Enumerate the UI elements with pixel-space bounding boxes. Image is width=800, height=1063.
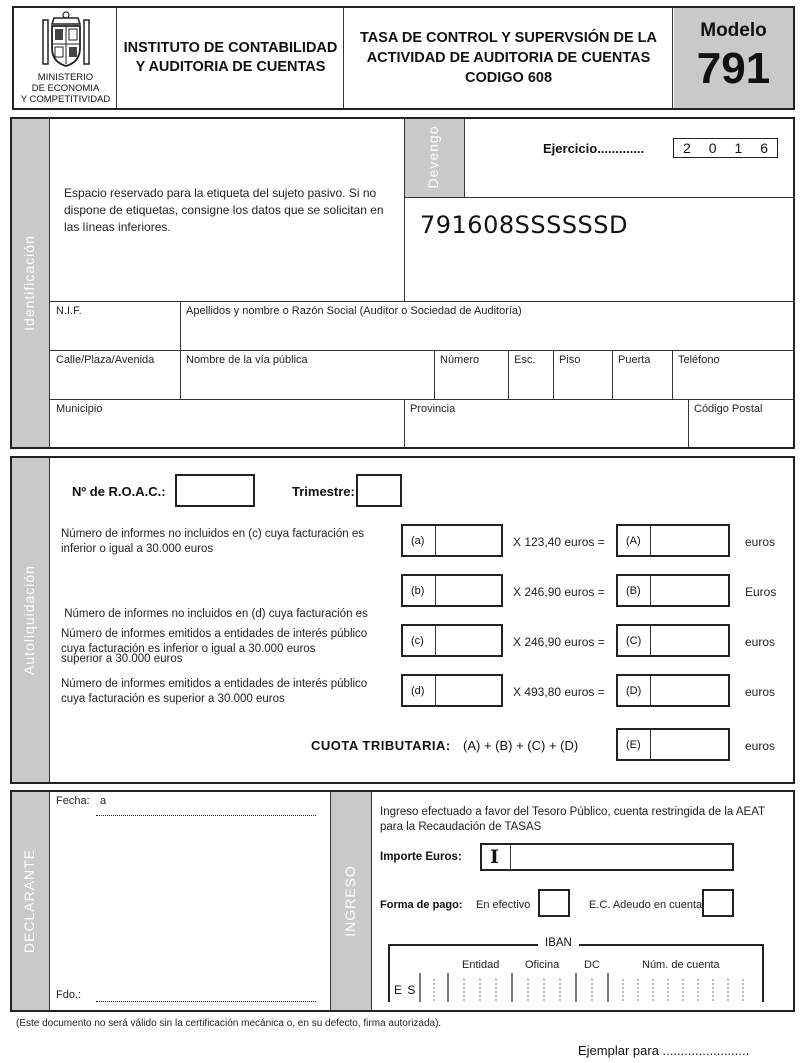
adeudo-checkbox[interactable] [702, 889, 734, 917]
cp-field[interactable]: Código Postal [694, 403, 763, 415]
ejercicio-digit: 1 [734, 140, 743, 156]
id-vline [404, 399, 405, 447]
id-vline [672, 350, 673, 399]
roac-label: Nº de R.O.A.C.: [72, 484, 166, 499]
row-d-result-code: (D) [626, 685, 642, 697]
row-a-rate: X 123,40 euros = [513, 535, 605, 549]
row-c-input[interactable] [401, 624, 503, 657]
row-b-divider [435, 576, 436, 605]
row-c-result[interactable] [616, 624, 730, 657]
row-a-unit: euros [745, 535, 776, 549]
fdo-line[interactable] [96, 994, 316, 1002]
provincia-field[interactable]: Provincia [410, 403, 456, 415]
ejercicio-digit: 2 [682, 140, 691, 156]
cuota-result-divider [650, 730, 651, 759]
row-c-rate: X 246,90 euros = [513, 635, 605, 649]
trimestre-label: Trimestre: [292, 484, 355, 499]
piso-field[interactable]: Piso [559, 354, 581, 366]
row-b-code: (b) [411, 585, 425, 597]
id-vline [688, 399, 689, 447]
ejercicio-field[interactable] [673, 138, 778, 158]
efectivo-label: En efectivo [476, 899, 531, 911]
id-vline [180, 301, 181, 399]
telefono-field[interactable]: Teléfono [678, 354, 720, 366]
row-b-input[interactable] [401, 574, 503, 607]
row-c-result-code: (C) [626, 635, 642, 647]
row-b-description: Número de informes no incluidos en (d) cuya facturación es superior a 30.000 euros [61, 608, 368, 665]
modelo-label: Modelo [700, 20, 767, 41]
id-vline [553, 350, 554, 399]
forma-pago-label: Forma de pago: [380, 899, 463, 911]
row-b-result[interactable] [616, 574, 730, 607]
roac-input[interactable] [175, 474, 255, 507]
modelo-box [674, 8, 793, 108]
declarante-sidebar [12, 792, 50, 1010]
iban-oficina: Oficina [525, 959, 560, 971]
row-a-code: (a) [411, 535, 425, 547]
row-a-input[interactable] [401, 524, 503, 557]
cuota-label: CUOTA TRIBUTARIA: [311, 738, 451, 753]
importe-divider [510, 845, 511, 869]
row-c-unit: euros [745, 635, 776, 649]
trimestre-input[interactable] [356, 474, 402, 507]
id-vline [434, 350, 435, 399]
row-a-divider [435, 526, 436, 555]
row-c-divider [435, 626, 436, 655]
importe-marker: I [490, 846, 499, 868]
row-d-description: Número de informes emitidos a entidades de interés público cuya facturación es superior a 30.000 euros [61, 678, 368, 705]
declarante-label: DECLARANTE [21, 848, 37, 954]
numero-field[interactable]: Número [440, 354, 480, 366]
identificacion-label: Identificación [21, 235, 37, 331]
calle-field[interactable]: Calle/Plaza/Avenida [56, 354, 155, 366]
efectivo-checkbox[interactable] [538, 889, 570, 917]
fecha-a: a [100, 795, 107, 807]
row-a-result-divider [650, 526, 651, 555]
nombre-field[interactable]: Apellidos y nombre o Razón Social (Auditor o Sociedad de Auditoría) [186, 305, 522, 317]
ingreso-label: INGRESO [342, 865, 358, 937]
autoliquidacion-sidebar [12, 458, 50, 782]
ingreso-sidebar [330, 792, 372, 1010]
fdo-label: Fdo.: [56, 989, 82, 1001]
devengo-label: Devengo [425, 125, 441, 189]
id-vline [508, 350, 509, 399]
row-d-divider [435, 676, 436, 705]
ejercicio-label: Ejercicio............. [543, 141, 645, 156]
fecha-label: Fecha: [56, 795, 90, 807]
row-c-result-divider [650, 626, 651, 655]
row-a-description: Número de informes no incluidos en (c) cuya facturación es inferior o igual a 30.000 euros [61, 528, 364, 555]
ingreso-text: Ingreso efectuado a favor del Tesoro Público, cuenta restringida de la AEAT para la Recaudación de TASAS [380, 806, 766, 833]
iban-digit-separators [390, 973, 762, 1002]
row-d-rate: X 493,80 euros = [513, 685, 605, 699]
id-vline [612, 350, 613, 399]
row-a-result[interactable] [616, 524, 730, 557]
autoliquidacion-label: Autoliquidación [21, 565, 37, 675]
ministry-logo [14, 8, 117, 108]
via-field[interactable]: Nombre de la vía pública [186, 354, 308, 366]
cuota-formula: (A) + (B) + (C) + (D) [463, 738, 579, 753]
footer-note: (Este documento no será válido sin la certificación mecánica o, en su defecto, firma autorizada). [16, 1018, 442, 1029]
iban-input-row[interactable] [390, 973, 762, 1002]
row-b-rate: X 246,90 euros = [513, 585, 605, 599]
fecha-line[interactable] [96, 808, 316, 816]
id-row-line-2 [50, 350, 793, 351]
row-b-result-divider [650, 576, 651, 605]
cuota-result[interactable] [616, 728, 730, 761]
importe-label: Importe Euros: [380, 851, 462, 863]
row-c-description: Número de informes emitidos a entidades de interés público cuya facturación es inferior o igual a 30.000 euros [61, 628, 368, 655]
form-title: TASA DE CONTROL Y SUPERVSIÓN DE LA ACTIVIDAD DE AUDITORIA DE CUENTAS CODIGO 608 [345, 8, 673, 108]
esc-field[interactable]: Esc. [514, 354, 536, 366]
row-d-result[interactable] [616, 674, 730, 707]
ejemplar-text: Ejemplar para ........................ [578, 1043, 750, 1058]
coat-of-arms-icon [36, 10, 96, 72]
institute-name: INSTITUTO DE CONTABILIDAD Y AUDITORIA DE CUENTAS [118, 8, 344, 108]
id-row-line-1 [50, 301, 793, 302]
importe-input[interactable] [480, 843, 734, 871]
devengo-box [405, 119, 464, 198]
id-row-line-3 [50, 399, 793, 400]
ejercicio-digit: 0 [708, 140, 717, 156]
row-d-result-divider [650, 676, 651, 705]
row-b-result-code: (B) [626, 585, 641, 597]
puerta-field[interactable]: Puerta [618, 354, 651, 366]
form-code: 791608SSSSSSD [420, 211, 629, 239]
iban-prefix: E S [394, 983, 417, 997]
iban-cuenta: Núm. de cuenta [642, 959, 720, 971]
cuota-result-code: (E) [626, 739, 641, 751]
ministry-name: MINISTERIO DE ECONOMIA Y COMPETITIVIDAD [20, 72, 111, 105]
row-d-code: (d) [411, 685, 425, 697]
modelo-number: 791 [696, 44, 771, 93]
devengo-vline [464, 119, 465, 198]
adeudo-label: E.C. Adeudo en cuenta [589, 899, 703, 911]
row-d-input[interactable] [401, 674, 503, 707]
row-b-unit: Euros [745, 585, 777, 599]
iban-label: IBAN [538, 937, 579, 949]
ejercicio-digit: 6 [760, 140, 769, 156]
reserved-text: Espacio reservado para la etiqueta del sujeto pasivo. Si no dispone de etiquetas, consigne los datos que se solicitan en las líneas inferiores. [64, 186, 384, 234]
nif-field[interactable]: N.I.F. [56, 305, 82, 317]
cuota-unit: euros [745, 739, 776, 753]
identificacion-sidebar [12, 119, 50, 447]
row-a-result-code: (A) [626, 535, 641, 547]
municipio-field[interactable]: Municipio [56, 403, 103, 415]
row-c-code: (c) [411, 635, 424, 647]
row-d-unit: euros [745, 685, 776, 699]
iban-entidad: Entidad [462, 959, 500, 971]
iban-dc: DC [584, 959, 600, 971]
